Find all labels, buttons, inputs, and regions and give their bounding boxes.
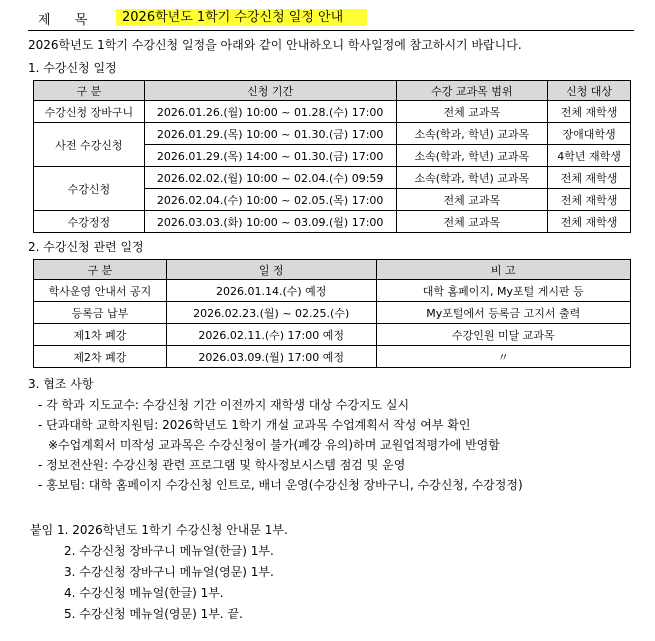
cooperation-list xyxy=(38,395,523,495)
cell-date: 2026.02.23.(월) ~ 02.25.(수) xyxy=(166,302,376,324)
cell-category: 사전 수강신청 xyxy=(34,123,145,167)
title-label: 제 목 xyxy=(38,13,98,28)
list-item-note: ※수업계획서 미작성 교과목은 수강신청이 불가(폐강 유의)하며 교원업적평가에 반영함 xyxy=(48,438,500,452)
intro-text: 2026학년도 1학기 수강신청 일정을 아래와 같이 안내하오니 학사일정에 참고하시기 바랍니다. xyxy=(28,38,522,52)
cell-date: 2026.03.09.(월) 17:00 예정 xyxy=(166,346,376,368)
attachment-item: 4. 수강신청 메뉴얼(한글) 1부. xyxy=(64,586,224,600)
cell-scope: 전체 교과목 xyxy=(396,211,548,233)
table-header-row xyxy=(34,81,631,101)
attachments-list xyxy=(30,520,288,625)
cell-category: 수강신청 장바구니 xyxy=(34,101,145,123)
col-header-date: 일 정 xyxy=(166,260,376,280)
attachment-item: 2. 수강신청 장바구니 메뉴얼(한글) 1부. xyxy=(64,544,274,558)
cell-category: 제1차 폐강 xyxy=(34,324,167,346)
table-row xyxy=(34,123,631,145)
cell-date: 2026.01.14.(수) 예정 xyxy=(166,280,376,302)
section2-title: 2. 수강신청 관련 일정 xyxy=(28,240,144,254)
cell-target: 전체 재학생 xyxy=(548,167,631,189)
registration-schedule-table xyxy=(33,80,631,233)
section1-title: 1. 수강신청 일정 xyxy=(28,61,117,75)
col-header-scope: 수강 교과목 범위 xyxy=(396,81,548,101)
table-row xyxy=(34,101,631,123)
cell-target: 전체 재학생 xyxy=(548,189,631,211)
cell-target: 전체 재학생 xyxy=(548,211,631,233)
cell-period: 2026.02.02.(월) 10:00 ~ 02.04.(수) 09:59 xyxy=(144,167,396,189)
col-header-category: 구 분 xyxy=(34,260,167,280)
table-row xyxy=(34,211,631,233)
attachment-item: 3. 수강신청 장바구니 메뉴얼(영문) 1부. xyxy=(64,565,274,579)
list-item: - 각 학과 지도교수: 수강신청 기간 이전까지 재학생 대상 수강지도 실시 xyxy=(38,398,410,412)
section3-title: 3. 협조 사항 xyxy=(28,377,94,391)
cell-scope: 소속(학과, 학년) 교과목 xyxy=(396,145,548,167)
cell-category: 수강정정 xyxy=(34,211,145,233)
cell-period: 2026.01.29.(목) 14:00 ~ 01.30.(금) 17:00 xyxy=(144,145,396,167)
table-row xyxy=(34,346,631,368)
cell-scope: 전체 교과목 xyxy=(396,101,548,123)
cell-date: 2026.02.11.(수) 17:00 예정 xyxy=(166,324,376,346)
table-row xyxy=(34,280,631,302)
title-row xyxy=(28,6,634,31)
cell-period: 2026.01.29.(목) 10:00 ~ 01.30.(금) 17:00 xyxy=(144,123,396,145)
cell-note: 수강인원 미달 교과목 xyxy=(376,324,630,346)
related-schedule-table xyxy=(33,259,631,368)
table-row xyxy=(34,302,631,324)
cell-category: 수강신청 xyxy=(34,167,145,211)
cell-period: 2026.01.26.(월) 10:00 ~ 01.28.(수) 17:00 xyxy=(144,101,396,123)
cell-scope: 소속(학과, 학년) 교과목 xyxy=(396,167,548,189)
col-header-period: 신청 기간 xyxy=(144,81,396,101)
cell-category: 등록금 납부 xyxy=(34,302,167,324)
col-header-note: 비 고 xyxy=(376,260,630,280)
cell-category: 학사운영 안내서 공지 xyxy=(34,280,167,302)
cell-note: My포털에서 등록금 고지서 출력 xyxy=(376,302,630,324)
cell-note: 대학 홈페이지, My포털 게시판 등 xyxy=(376,280,630,302)
col-header-target: 신청 대상 xyxy=(548,81,631,101)
table-row xyxy=(34,324,631,346)
table-row xyxy=(34,167,631,189)
cell-target: 전체 재학생 xyxy=(548,101,631,123)
table-header-row xyxy=(34,260,631,280)
cell-target: 장애대학생 xyxy=(548,123,631,145)
list-item: - 홍보팀: 대학 홈페이지 수강신청 인트로, 배너 운영(수강신청 장바구니, 수강신청, 수강정정) xyxy=(38,478,523,492)
cell-scope: 소속(학과, 학년) 교과목 xyxy=(396,123,548,145)
document-title: 2026학년도 1학기 수강신청 일정 안내 xyxy=(116,9,367,26)
cell-scope: 전체 교과목 xyxy=(396,189,548,211)
attachment-item: 붙임 1. 2026학년도 1학기 수강신청 안내문 1부. xyxy=(30,523,288,537)
list-item: - 단과대학 교학지원팀: 2026학년도 1학기 개설 교과목 수업계획서 작성 여부 확인 xyxy=(38,418,471,432)
cell-period: 2026.03.03.(화) 10:00 ~ 03.09.(월) 17:00 xyxy=(144,211,396,233)
col-header-category: 구 분 xyxy=(34,81,145,101)
cell-period: 2026.02.04.(수) 10:00 ~ 02.05.(목) 17:00 xyxy=(144,189,396,211)
cell-note: 〃 xyxy=(376,346,630,368)
cell-target: 4학년 재학생 xyxy=(548,145,631,167)
attachment-item: 5. 수강신청 메뉴얼(영문) 1부. 끝. xyxy=(64,607,243,621)
cell-category: 제2차 폐강 xyxy=(34,346,167,368)
list-item: - 정보전산원: 수강신청 관련 프로그램 및 학사정보시스템 점검 및 운영 xyxy=(38,458,406,472)
